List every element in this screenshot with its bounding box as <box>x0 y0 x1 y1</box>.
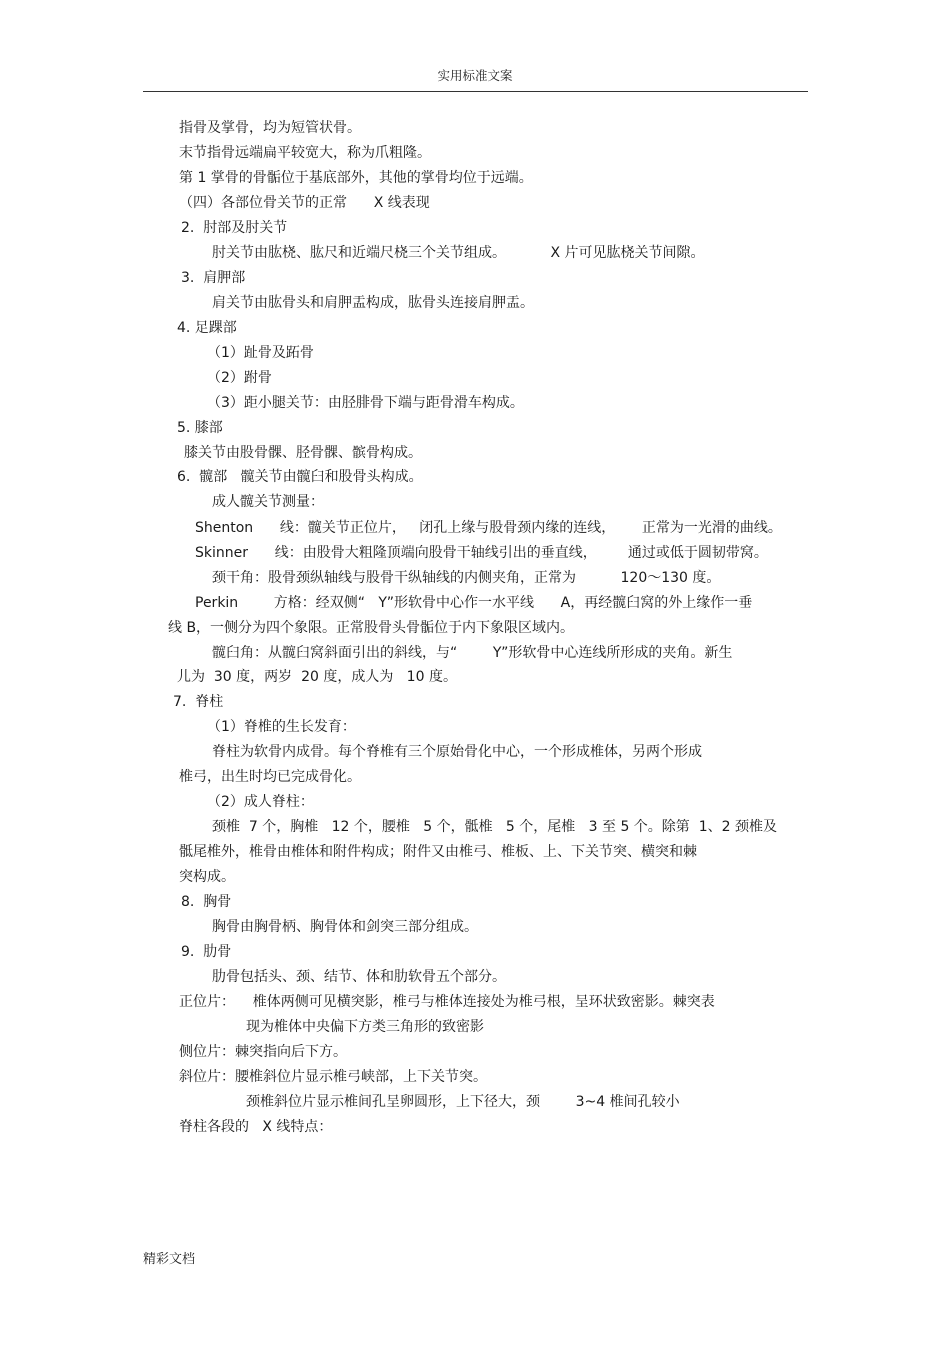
text-line: 颈椎斜位片显示椎间孔呈卵圆形，上下径大，颈 3~4 椎间孔较小 <box>246 1094 680 1110</box>
section-heading: 8. 胸骨 <box>181 894 232 910</box>
text-line: （2）成人脊柱： <box>207 794 314 810</box>
section-heading: （四）各部位骨关节的正常 X 线表现 <box>179 195 430 211</box>
text-line: 颈干角：股骨颈纵轴线与股骨干纵轴线的内侧夹角，正常为 120～130 度。 <box>212 570 721 586</box>
text-line: 肋骨包括头、颈、结节、体和肋软骨五个部分。 <box>212 969 506 985</box>
text-line: （2）跗骨 <box>207 370 272 386</box>
section-heading: 9. 肋骨 <box>181 944 232 960</box>
header-rule <box>143 91 808 92</box>
section-heading: 2. 肘部及肘关节 <box>181 220 288 236</box>
page-header: 实用标准文案 <box>437 68 513 83</box>
text-line: Perkin 方格：经双侧“ Y”形软骨中心作一水平线 A，再经髋臼窝的外上缘作一垂 <box>195 595 753 611</box>
text-line: 骶尾椎外，椎骨由椎体和附件构成；附件又由椎弓、椎板、上、下关节突、横突和棘 <box>179 844 697 860</box>
text-line: 椎弓，出生时均已完成骨化。 <box>179 769 361 785</box>
text-line: 突构成。 <box>179 869 235 885</box>
text-line: 第 1 掌骨的骨骺位于基底部外，其他的掌骨均位于远端。 <box>179 170 533 186</box>
text-line: 正位片： 椎体两侧可见横突影，椎弓与椎体连接处为椎弓根，呈环状致密影。棘突表 <box>179 994 715 1010</box>
text-line: （1）脊椎的生长发育： <box>207 719 356 735</box>
text-line: 儿为 30 度，两岁 20 度，成人为 10 度。 <box>177 669 457 685</box>
section-heading: 3. 肩胛部 <box>181 270 246 286</box>
text-line: Shenton 线：髋关节正位片， 闭孔上缘与股骨颈内缘的连线， 正常为一光滑的曲线。 <box>195 520 782 536</box>
text-line: 膝关节由股骨髁、胫骨髁、髌骨构成。 <box>184 445 422 461</box>
text-line: 脊柱为软骨内成骨。每个脊椎有三个原始骨化中心，一个形成椎体，另两个形成 <box>212 744 702 760</box>
text-line: 肩关节由肱骨头和肩胛盂构成，肱骨头连接肩胛盂。 <box>212 295 534 311</box>
text-line: （1）趾骨及跖骨 <box>207 345 314 361</box>
text-line: 指骨及掌骨，均为短管状骨。 <box>179 120 361 136</box>
text-line: 线 B，一侧分为四个象限。正常股骨头骨骺位于内下象限区域内。 <box>168 620 575 636</box>
text-line: 胸骨由胸骨柄、胸骨体和剑突三部分组成。 <box>212 919 478 935</box>
text-line: Skinner 线：由股骨大粗隆顶端向股骨干轴线引出的垂直线， 通过或低于圆韧带窝。 <box>195 545 768 561</box>
text-line: 斜位片：腰椎斜位片显示椎弓峡部，上下关节突。 <box>179 1069 487 1085</box>
text-line: 成人髋关节测量： <box>212 494 324 510</box>
page-footer: 精彩文档 <box>143 1252 196 1267</box>
section-heading: 4. 足踝部 <box>177 320 237 336</box>
text-line: 髋臼角：从髋臼窝斜面引出的斜线，与“ Y”形软骨中心连线所形成的夹角。新生 <box>212 645 733 661</box>
text-line: 侧位片：棘突指向后下方。 <box>179 1044 347 1060</box>
section-heading: 7. 脊柱 <box>173 694 224 710</box>
section-heading: 6. 髋部 髋关节由髋臼和股骨头构成。 <box>177 469 423 485</box>
text-line: 末节指骨远端扁平较宽大，称为爪粗隆。 <box>179 145 431 161</box>
section-heading: 5. 膝部 <box>177 420 223 436</box>
text-line: 肘关节由肱桡、肱尺和近端尺桡三个关节组成。 X 片可见肱桡关节间隙。 <box>212 245 705 261</box>
text-line: 现为椎体中央偏下方类三角形的致密影 <box>246 1019 484 1035</box>
text-line: （3）距小腿关节：由胫腓骨下端与距骨滑车构成。 <box>207 395 524 411</box>
text-line: 脊柱各段的 X 线特点： <box>179 1119 333 1135</box>
text-line: 颈椎 7 个，胸椎 12 个，腰椎 5 个，骶椎 5 个，尾椎 3 至 5 个。除第 1、2 颈椎及 <box>212 819 777 835</box>
